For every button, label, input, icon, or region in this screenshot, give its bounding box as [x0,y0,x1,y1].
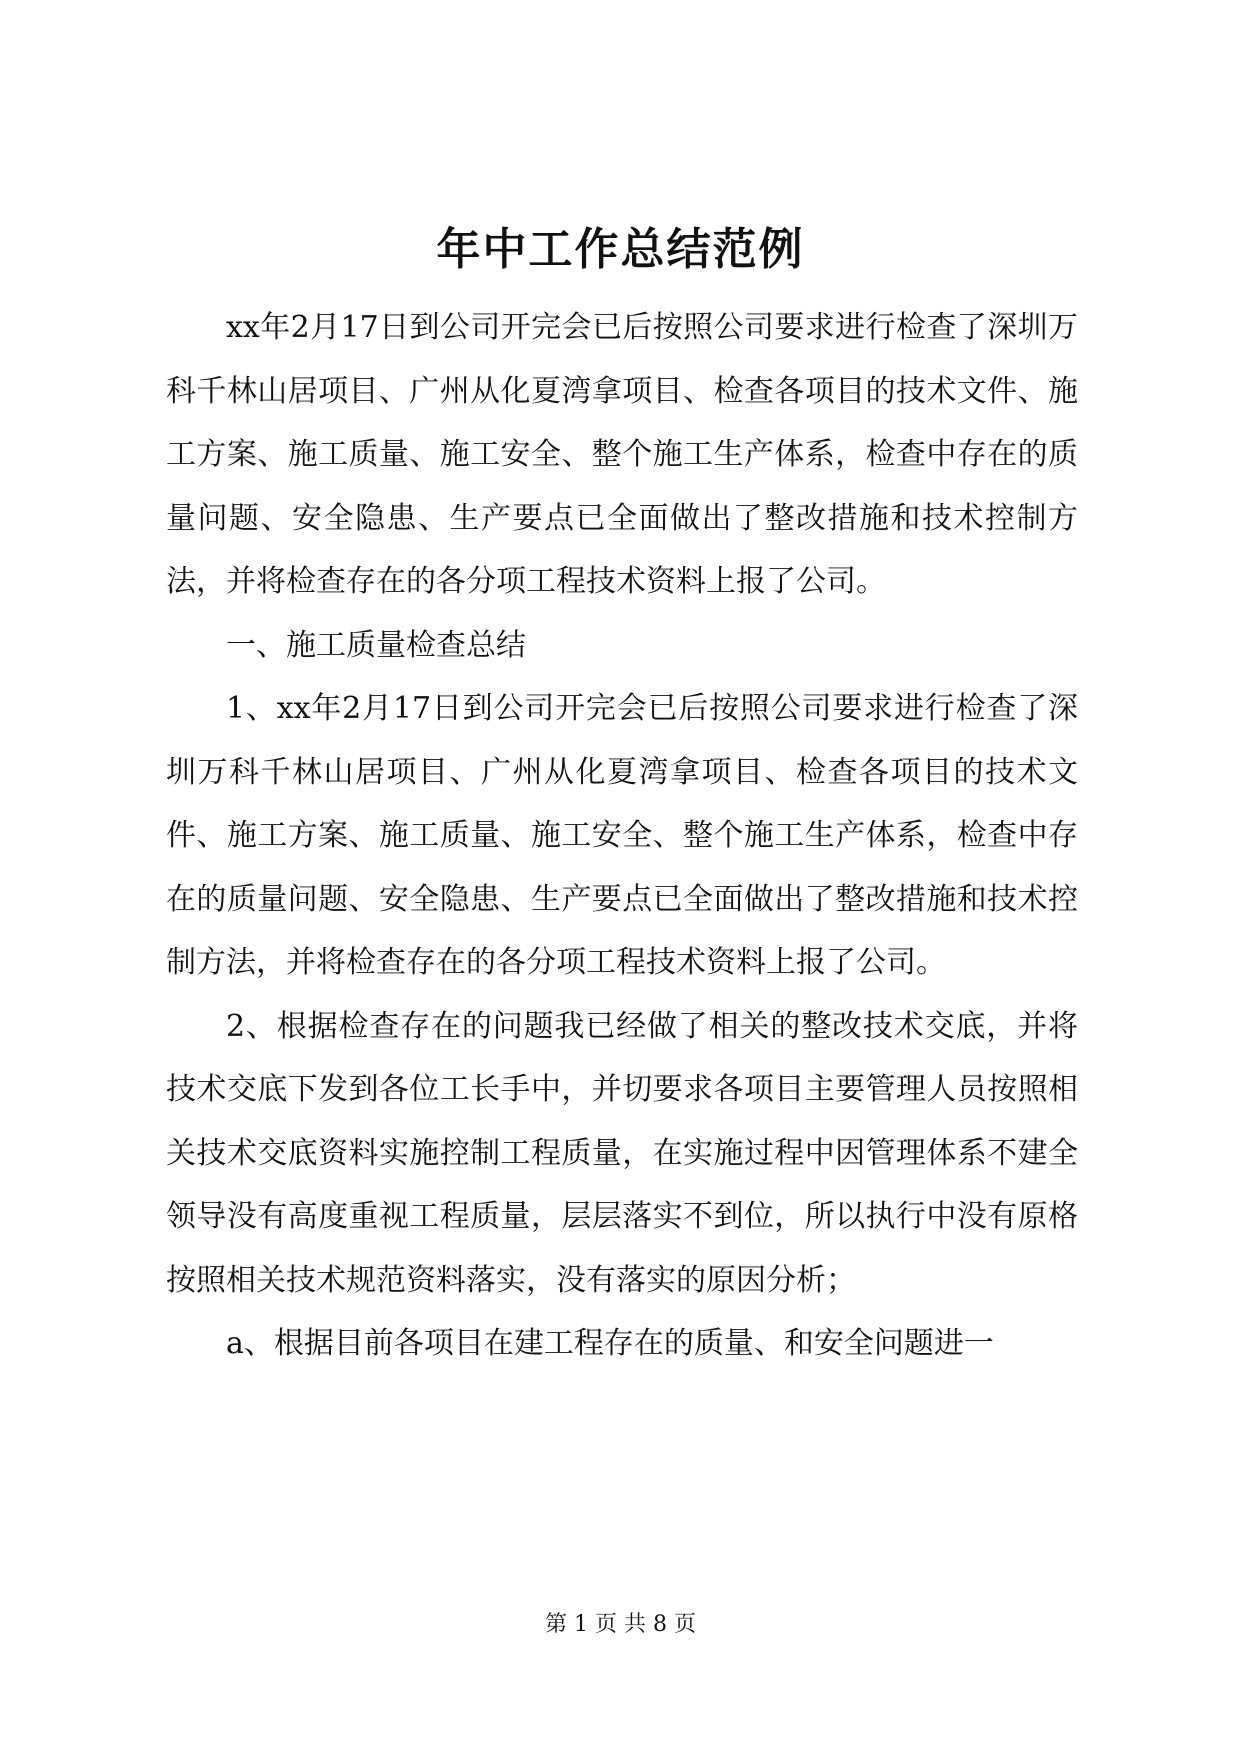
paragraph-item-1: 1、xx年2月17日到公司开完会已后按照公司要求进行检查了深圳万科千林山居项目、广州从化夏湾拿项目、检查各项目的技术文件、施工方案、施工质量、施工安全、整个施工生产体系，检查中存在的质量问题、安全隐患、生产要点已全面做出了整改措施和技术控制方法，并将检查存在的各分项工程技术资料上报了公司。 [166,691,1078,980]
document-body [166,296,1078,1376]
paragraph-item-a: a、根据目前各项目在建工程存在的质量、和安全问题进一 [226,1326,994,1361]
paragraph-intro: xx年2月17日到公司开完会已后按照公司要求进行检查了深圳万科千林山居项目、广州从化夏湾拿项目、检查各项目的技术文件、施工方案、施工质量、施工安全、整个施工生产体系，检查中存在的质量问题、安全隐患、生产要点已全面做出了整改措施和技术控制方法，并将检查存在的各分项工程技术资料上报了公司。 [166,310,1078,599]
paragraph-item-2: 2、根据检查存在的问题我已经做了相关的整改技术交底，并将技术交底下发到各位工长手中，并切要求各项目主要管理人员按照相关技术交底资料实施控制工程质量，在实施过程中因管理体系不建全领导没有高度重视工程质量，层层落实不到位，所以执行中没有原格按照相关技术规范资料落实，没有落实的原因分析； [166,1008,1078,1298]
section-heading: 一、施工质量检查总结 [226,627,526,663]
document-title: 年中工作总结范例 [436,224,805,275]
page-number-footer: 第 1 页 共 8 页 [545,1612,696,1637]
